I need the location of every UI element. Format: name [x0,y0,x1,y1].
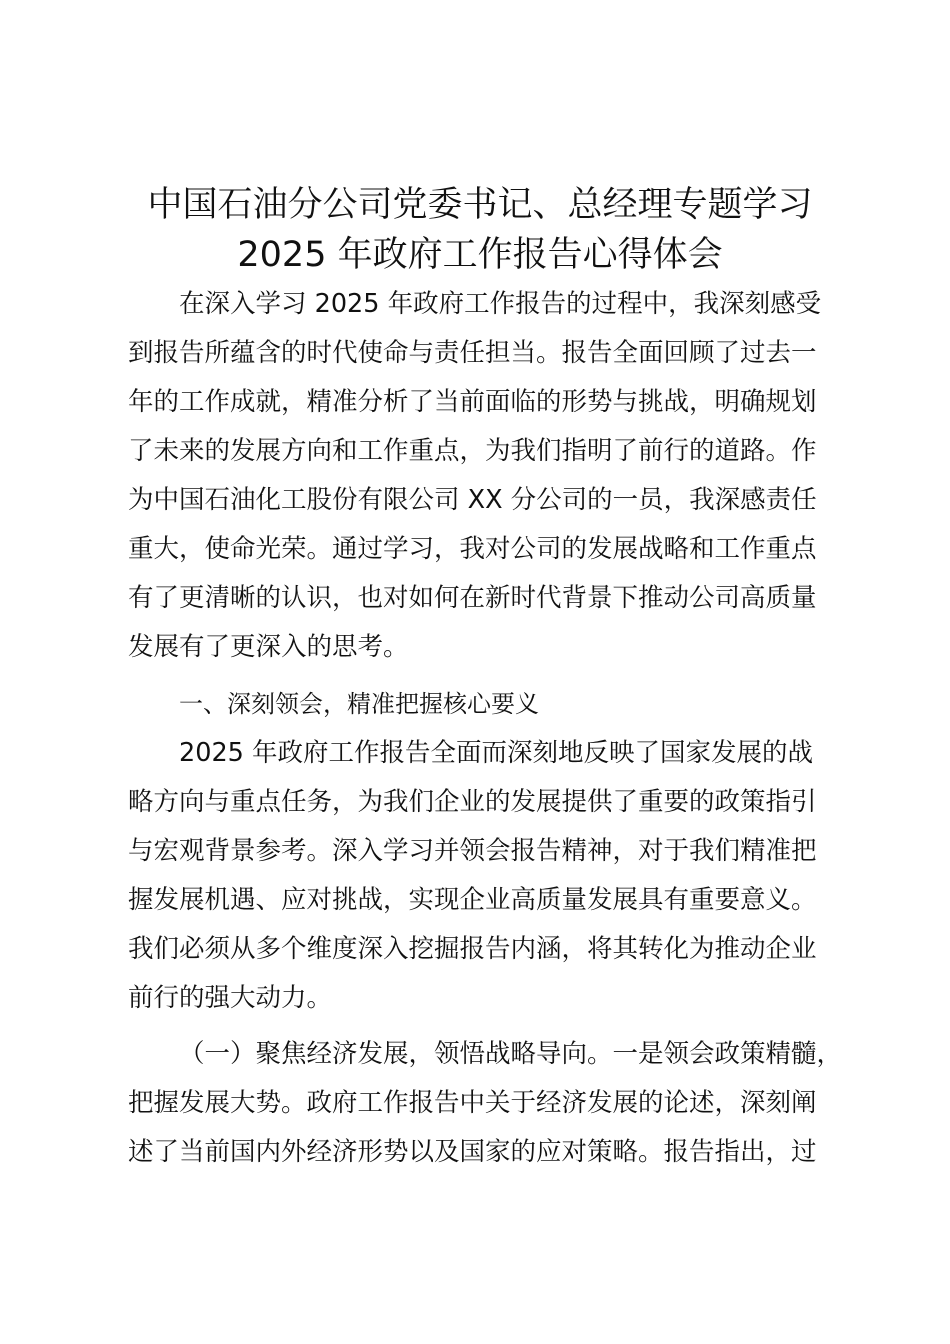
section1-paragraph [128,729,908,1023]
section-heading-text: 一、深刻领会，精准把握核心要义 [179,690,539,718]
paragraph-line: 2025 年政府工作报告全面而深刻地反映了国家发展的战 [179,738,814,768]
paragraph-line: 握发展机遇、应对挑战，实现企业高质量发展具有重要意义。 [128,885,817,915]
paragraph-line: 我们必须从多个维度深入挖掘报告内涵，将其转化为推动企业 [128,934,817,964]
paragraph-line: 述了当前国内外经济形势以及国家的应对策略。报告指出，过 [128,1137,817,1167]
intro-paragraph [128,280,908,672]
document-title-line2: 2025 年政府工作报告心得体会 [237,235,723,275]
paragraph-line: 把握发展大势。政府工作报告中关于经济发展的论述，深刻阐 [128,1088,817,1118]
paragraph-line: （一）聚焦经济发展，领悟战略导向。一是领会政策精髓， [179,1039,843,1069]
paragraph-line: 发展有了更深入的思考。 [128,632,409,662]
paragraph-line: 到报告所蕴含的时代使命与责任担当。报告全面回顾了过去一 [128,338,817,368]
document-title-line1: 中国石油分公司党委书记、总经理专题学习 [147,185,813,225]
paragraph-line: 略方向与重点任务，为我们企业的发展提供了重要的政策指引 [128,787,817,817]
paragraph-line: 与宏观背景参考。深入学习并领会报告精神，对于我们精准把 [128,836,817,866]
paragraph-line: 重大，使命光荣。通过学习，我对公司的发展战略和工作重点 [128,534,817,564]
section-heading [128,680,539,729]
paragraph-line: 有了更清晰的认识，也对如何在新时代背景下推动公司高质量 [128,583,817,613]
paragraph-line: 前行的强大动力。 [128,983,333,1013]
paragraph-line: 了未来的发展方向和工作重点，为我们指明了前行的道路。作 [128,436,817,466]
paragraph-line: 年的工作成就，精准分析了当前面临的形势与挑战，明确规划 [128,387,817,417]
subsection1-paragraph [128,1030,908,1177]
paragraph-line: 在深入学习 2025 年政府工作报告的过程中，我深刻感受 [179,289,822,319]
paragraph-line: 为中国石油化工股份有限公司 XX 分公司的一员，我深感责任 [128,485,817,515]
